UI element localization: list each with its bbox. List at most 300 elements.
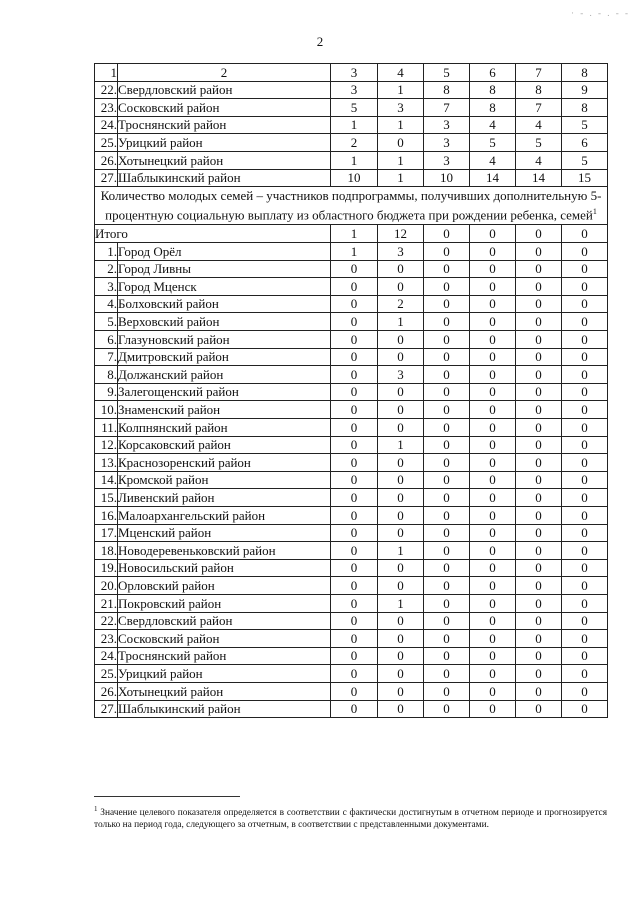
value-cell: 8 xyxy=(562,99,608,117)
footnote-mark: 1 xyxy=(94,805,98,813)
value-cell: 0 xyxy=(331,612,378,630)
district-name: Новодеревеньковский район xyxy=(118,542,331,560)
value-cell: 0 xyxy=(378,471,424,489)
district-name: Хотынецкий район xyxy=(118,682,331,700)
value-cell: 0 xyxy=(516,243,562,261)
value-cell: 1 xyxy=(378,169,424,187)
table-row xyxy=(95,419,608,437)
value-cell: 0 xyxy=(331,700,378,718)
value-cell: 4 xyxy=(516,151,562,169)
row-number: 2. xyxy=(95,260,118,278)
value-cell: 10 xyxy=(424,169,470,187)
value-cell: 15 xyxy=(562,169,608,187)
footnote-separator xyxy=(94,796,240,797)
value-cell: 0 xyxy=(562,577,608,595)
footnote-text: Значение целевого показателя определяется в соответствии с фактически достигнутым в отчетном периоде и прогнозируется только на период года, следующего за отчетным, в соответствии с представленными документами. xyxy=(94,808,608,831)
table-row xyxy=(95,612,608,630)
district-name: Орловский район xyxy=(118,577,331,595)
district-name: Сосковский район xyxy=(118,630,331,648)
value-cell: 0 xyxy=(470,577,516,595)
value-cell: 1 xyxy=(378,594,424,612)
total-value: 12 xyxy=(378,225,424,243)
table-row xyxy=(95,366,608,384)
value-cell: 0 xyxy=(331,665,378,683)
row-number: 26. xyxy=(95,682,118,700)
value-cell: 0 xyxy=(331,506,378,524)
total-row xyxy=(95,225,608,243)
value-cell: 0 xyxy=(516,665,562,683)
row-number: 15. xyxy=(95,489,118,507)
value-cell: 3 xyxy=(331,81,378,99)
data-table xyxy=(94,63,608,718)
value-cell: 14 xyxy=(470,169,516,187)
value-cell: 2 xyxy=(331,134,378,152)
value-cell: 0 xyxy=(378,134,424,152)
value-cell: 0 xyxy=(331,647,378,665)
value-cell: 0 xyxy=(470,524,516,542)
table-row xyxy=(95,471,608,489)
value-cell: 0 xyxy=(562,612,608,630)
total-value: 1 xyxy=(331,225,378,243)
value-cell: 0 xyxy=(470,682,516,700)
value-cell: 0 xyxy=(562,243,608,261)
footnote-ref: 1 xyxy=(592,207,597,217)
row-number: 21. xyxy=(95,594,118,612)
table-row xyxy=(95,700,608,718)
column-header: 6 xyxy=(470,64,516,82)
row-number: 27. xyxy=(95,700,118,718)
value-cell: 0 xyxy=(470,489,516,507)
value-cell: 0 xyxy=(470,260,516,278)
value-cell: 1 xyxy=(378,436,424,454)
row-number: 22. xyxy=(95,81,118,99)
value-cell: 3 xyxy=(378,366,424,384)
value-cell: 0 xyxy=(562,471,608,489)
row-number: 7. xyxy=(95,348,118,366)
value-cell: 0 xyxy=(331,383,378,401)
table-row xyxy=(95,436,608,454)
value-cell: 0 xyxy=(331,401,378,419)
district-name: Краснозоренский район xyxy=(118,454,331,472)
row-number: 24. xyxy=(95,116,118,134)
district-name: Новосильский район xyxy=(118,559,331,577)
value-cell: 0 xyxy=(331,419,378,437)
table-row xyxy=(95,243,608,261)
table-row xyxy=(95,151,608,169)
total-value: 0 xyxy=(516,225,562,243)
value-cell: 0 xyxy=(562,278,608,296)
table-row xyxy=(95,647,608,665)
value-cell: 0 xyxy=(562,295,608,313)
value-cell: 0 xyxy=(331,559,378,577)
value-cell: 0 xyxy=(331,454,378,472)
value-cell: 0 xyxy=(331,682,378,700)
value-cell: 3 xyxy=(378,99,424,117)
table-row xyxy=(95,331,608,349)
value-cell: 0 xyxy=(378,278,424,296)
district-name: Болховский район xyxy=(118,295,331,313)
value-cell: 4 xyxy=(470,116,516,134)
row-number: 20. xyxy=(95,577,118,595)
value-cell: 0 xyxy=(562,542,608,560)
value-cell: 0 xyxy=(378,559,424,577)
value-cell: 0 xyxy=(331,436,378,454)
total-value: 0 xyxy=(424,225,470,243)
header-row xyxy=(95,64,608,82)
value-cell: 0 xyxy=(378,665,424,683)
value-cell: 0 xyxy=(516,278,562,296)
value-cell: 0 xyxy=(562,260,608,278)
value-cell: 0 xyxy=(470,700,516,718)
table-row xyxy=(95,116,608,134)
value-cell: 1 xyxy=(378,542,424,560)
table-row xyxy=(95,134,608,152)
table-row xyxy=(95,524,608,542)
table-row xyxy=(95,401,608,419)
value-cell: 0 xyxy=(470,665,516,683)
table-row xyxy=(95,313,608,331)
value-cell: 0 xyxy=(562,366,608,384)
row-number: 25. xyxy=(95,134,118,152)
table-row xyxy=(95,278,608,296)
value-cell: 7 xyxy=(424,99,470,117)
value-cell: 6 xyxy=(562,134,608,152)
district-name: Мценский район xyxy=(118,524,331,542)
total-value: 0 xyxy=(562,225,608,243)
value-cell: 4 xyxy=(470,151,516,169)
value-cell: 0 xyxy=(331,348,378,366)
district-name: Троснянский район xyxy=(118,116,331,134)
value-cell: 0 xyxy=(424,506,470,524)
value-cell: 0 xyxy=(331,630,378,648)
value-cell: 0 xyxy=(378,630,424,648)
value-cell: 0 xyxy=(424,630,470,648)
district-name: Урицкий район xyxy=(118,665,331,683)
value-cell: 0 xyxy=(378,401,424,419)
value-cell: 0 xyxy=(562,665,608,683)
district-name: Шаблыкинский район xyxy=(118,169,331,187)
district-name: Малоархангельский район xyxy=(118,506,331,524)
value-cell: 0 xyxy=(516,612,562,630)
row-number: 25. xyxy=(95,665,118,683)
value-cell: 0 xyxy=(424,471,470,489)
value-cell: 0 xyxy=(378,506,424,524)
table-row xyxy=(95,542,608,560)
table-row xyxy=(95,383,608,401)
value-cell: 0 xyxy=(378,383,424,401)
district-name: Покровский район xyxy=(118,594,331,612)
value-cell: 0 xyxy=(424,524,470,542)
value-cell: 0 xyxy=(562,419,608,437)
value-cell: 0 xyxy=(424,313,470,331)
value-cell: 0 xyxy=(562,401,608,419)
table-row xyxy=(95,665,608,683)
table-row xyxy=(95,506,608,524)
value-cell: 0 xyxy=(470,366,516,384)
total-value: 0 xyxy=(470,225,516,243)
value-cell: 0 xyxy=(424,577,470,595)
column-header: 5 xyxy=(424,64,470,82)
column-header: 8 xyxy=(562,64,608,82)
value-cell: 0 xyxy=(378,331,424,349)
value-cell: 0 xyxy=(516,559,562,577)
row-number: 27. xyxy=(95,169,118,187)
value-cell: 0 xyxy=(562,647,608,665)
value-cell: 0 xyxy=(424,559,470,577)
table-row xyxy=(95,81,608,99)
value-cell: 0 xyxy=(331,295,378,313)
value-cell: 0 xyxy=(516,454,562,472)
value-cell: 0 xyxy=(516,630,562,648)
value-cell: 0 xyxy=(470,647,516,665)
value-cell: 0 xyxy=(516,436,562,454)
value-cell: 0 xyxy=(470,630,516,648)
value-cell: 0 xyxy=(424,682,470,700)
row-number: 13. xyxy=(95,454,118,472)
value-cell: 0 xyxy=(424,401,470,419)
value-cell: 0 xyxy=(424,594,470,612)
table-row xyxy=(95,169,608,187)
value-cell: 5 xyxy=(562,151,608,169)
value-cell: 0 xyxy=(516,647,562,665)
column-header: 3 xyxy=(331,64,378,82)
value-cell: 0 xyxy=(378,348,424,366)
value-cell: 0 xyxy=(424,295,470,313)
district-name: Знаменский район xyxy=(118,401,331,419)
table-row xyxy=(95,559,608,577)
value-cell: 3 xyxy=(424,116,470,134)
row-number: 11. xyxy=(95,419,118,437)
value-cell: 2 xyxy=(378,295,424,313)
district-name: Колпнянский район xyxy=(118,419,331,437)
row-number: 23. xyxy=(95,99,118,117)
value-cell: 0 xyxy=(516,383,562,401)
value-cell: 0 xyxy=(562,348,608,366)
district-name: Город Орёл xyxy=(118,243,331,261)
value-cell: 0 xyxy=(331,524,378,542)
value-cell: 0 xyxy=(470,419,516,437)
district-name: Шаблыкинский район xyxy=(118,700,331,718)
row-number: 3. xyxy=(95,278,118,296)
value-cell: 7 xyxy=(516,99,562,117)
value-cell: 0 xyxy=(378,700,424,718)
value-cell: 0 xyxy=(562,630,608,648)
value-cell: 0 xyxy=(516,331,562,349)
row-number: 16. xyxy=(95,506,118,524)
table-row xyxy=(95,260,608,278)
value-cell: 0 xyxy=(470,295,516,313)
value-cell: 0 xyxy=(470,454,516,472)
value-cell: 0 xyxy=(562,489,608,507)
row-number: 6. xyxy=(95,331,118,349)
value-cell: 0 xyxy=(470,278,516,296)
value-cell: 0 xyxy=(470,471,516,489)
value-cell: 0 xyxy=(516,419,562,437)
value-cell: 0 xyxy=(470,383,516,401)
district-name: Верховский район xyxy=(118,313,331,331)
row-number: 19. xyxy=(95,559,118,577)
district-name: Город Ливны xyxy=(118,260,331,278)
row-number: 1. xyxy=(95,243,118,261)
value-cell: 0 xyxy=(470,436,516,454)
value-cell: 0 xyxy=(516,295,562,313)
value-cell: 0 xyxy=(562,559,608,577)
section-title xyxy=(95,187,608,225)
value-cell: 0 xyxy=(424,419,470,437)
value-cell: 0 xyxy=(516,366,562,384)
value-cell: 0 xyxy=(562,454,608,472)
value-cell: 0 xyxy=(470,506,516,524)
value-cell: 3 xyxy=(424,134,470,152)
value-cell: 0 xyxy=(470,542,516,560)
value-cell: 14 xyxy=(516,169,562,187)
value-cell: 5 xyxy=(562,116,608,134)
value-cell: 0 xyxy=(516,594,562,612)
value-cell: 0 xyxy=(562,436,608,454)
value-cell: 0 xyxy=(470,243,516,261)
value-cell: 0 xyxy=(562,700,608,718)
value-cell: 0 xyxy=(331,331,378,349)
value-cell: 1 xyxy=(378,81,424,99)
value-cell: 0 xyxy=(424,366,470,384)
value-cell: 0 xyxy=(378,524,424,542)
value-cell: 9 xyxy=(562,81,608,99)
value-cell: 0 xyxy=(331,471,378,489)
row-number: 24. xyxy=(95,647,118,665)
value-cell: 0 xyxy=(331,542,378,560)
value-cell: 0 xyxy=(516,524,562,542)
row-number: 8. xyxy=(95,366,118,384)
value-cell: 0 xyxy=(424,542,470,560)
value-cell: 0 xyxy=(470,313,516,331)
value-cell: 0 xyxy=(470,559,516,577)
table-row xyxy=(95,577,608,595)
value-cell: 0 xyxy=(470,594,516,612)
value-cell: 0 xyxy=(424,647,470,665)
value-cell: 0 xyxy=(562,594,608,612)
value-cell: 0 xyxy=(424,700,470,718)
row-number: 22. xyxy=(95,612,118,630)
value-cell: 0 xyxy=(424,331,470,349)
value-cell: 0 xyxy=(378,647,424,665)
total-label: Итого xyxy=(95,225,331,243)
row-number: 5. xyxy=(95,313,118,331)
value-cell: 0 xyxy=(424,454,470,472)
row-number: 23. xyxy=(95,630,118,648)
table-row xyxy=(95,682,608,700)
value-cell: 0 xyxy=(516,348,562,366)
value-cell: 5 xyxy=(516,134,562,152)
value-cell: 0 xyxy=(424,383,470,401)
value-cell: 0 xyxy=(470,612,516,630)
value-cell: 0 xyxy=(331,594,378,612)
district-name: Глазуновский район xyxy=(118,331,331,349)
value-cell: 0 xyxy=(378,612,424,630)
value-cell: 8 xyxy=(424,81,470,99)
table-row xyxy=(95,630,608,648)
column-header: 1 xyxy=(95,64,118,82)
table-row xyxy=(95,348,608,366)
row-number: 26. xyxy=(95,151,118,169)
page-number: 2 xyxy=(316,34,324,49)
value-cell: 0 xyxy=(562,506,608,524)
value-cell: 0 xyxy=(562,524,608,542)
value-cell: 0 xyxy=(516,313,562,331)
value-cell: 0 xyxy=(378,577,424,595)
row-number: 4. xyxy=(95,295,118,313)
row-number: 9. xyxy=(95,383,118,401)
value-cell: 0 xyxy=(378,419,424,437)
value-cell: 0 xyxy=(562,682,608,700)
value-cell: 0 xyxy=(378,454,424,472)
value-cell: 0 xyxy=(424,348,470,366)
table-row xyxy=(95,489,608,507)
value-cell: 0 xyxy=(378,489,424,507)
row-number: 12. xyxy=(95,436,118,454)
column-header: 4 xyxy=(378,64,424,82)
value-cell: 0 xyxy=(424,489,470,507)
district-name: Должанский район xyxy=(118,366,331,384)
value-cell: 0 xyxy=(378,260,424,278)
district-name: Город Мценск xyxy=(118,278,331,296)
value-cell: 8 xyxy=(516,81,562,99)
district-name: Корсаковский район xyxy=(118,436,331,454)
value-cell: 0 xyxy=(424,436,470,454)
table-row xyxy=(95,454,608,472)
value-cell: 5 xyxy=(331,99,378,117)
value-cell: 0 xyxy=(424,278,470,296)
value-cell: 0 xyxy=(331,260,378,278)
section-title-text: Количество молодых семей – участников подпрограммы, получивших дополнительную 5-процентную социальную выплату из областного бюджета при рождении ребенка, семей xyxy=(100,188,602,223)
value-cell: 0 xyxy=(331,489,378,507)
value-cell: 1 xyxy=(378,313,424,331)
value-cell: 0 xyxy=(470,348,516,366)
value-cell: 3 xyxy=(424,151,470,169)
value-cell: 0 xyxy=(424,260,470,278)
value-cell: 0 xyxy=(331,313,378,331)
value-cell: 1 xyxy=(331,116,378,134)
value-cell: 0 xyxy=(378,682,424,700)
district-name: Свердловский район xyxy=(118,612,331,630)
district-name: Залегощенский район xyxy=(118,383,331,401)
value-cell: 0 xyxy=(516,506,562,524)
district-name: Троснянский район xyxy=(118,647,331,665)
value-cell: 0 xyxy=(516,260,562,278)
value-cell: 4 xyxy=(516,116,562,134)
footnote xyxy=(94,803,607,832)
district-name: Дмитровский район xyxy=(118,348,331,366)
table-row xyxy=(95,295,608,313)
value-cell: 0 xyxy=(331,577,378,595)
value-cell: 10 xyxy=(331,169,378,187)
corner-mark: · - . - . - - xyxy=(571,8,630,18)
district-name: Ливенский район xyxy=(118,489,331,507)
value-cell: 0 xyxy=(562,331,608,349)
column-header: 2 xyxy=(118,64,331,82)
value-cell: 0 xyxy=(516,682,562,700)
value-cell: 0 xyxy=(516,542,562,560)
value-cell: 1 xyxy=(378,151,424,169)
district-name: Хотынецкий район xyxy=(118,151,331,169)
section-row xyxy=(95,187,608,225)
value-cell: 3 xyxy=(378,243,424,261)
value-cell: 1 xyxy=(378,116,424,134)
column-header: 7 xyxy=(516,64,562,82)
value-cell: 0 xyxy=(331,366,378,384)
value-cell: 0 xyxy=(516,489,562,507)
row-number: 14. xyxy=(95,471,118,489)
value-cell: 0 xyxy=(516,700,562,718)
